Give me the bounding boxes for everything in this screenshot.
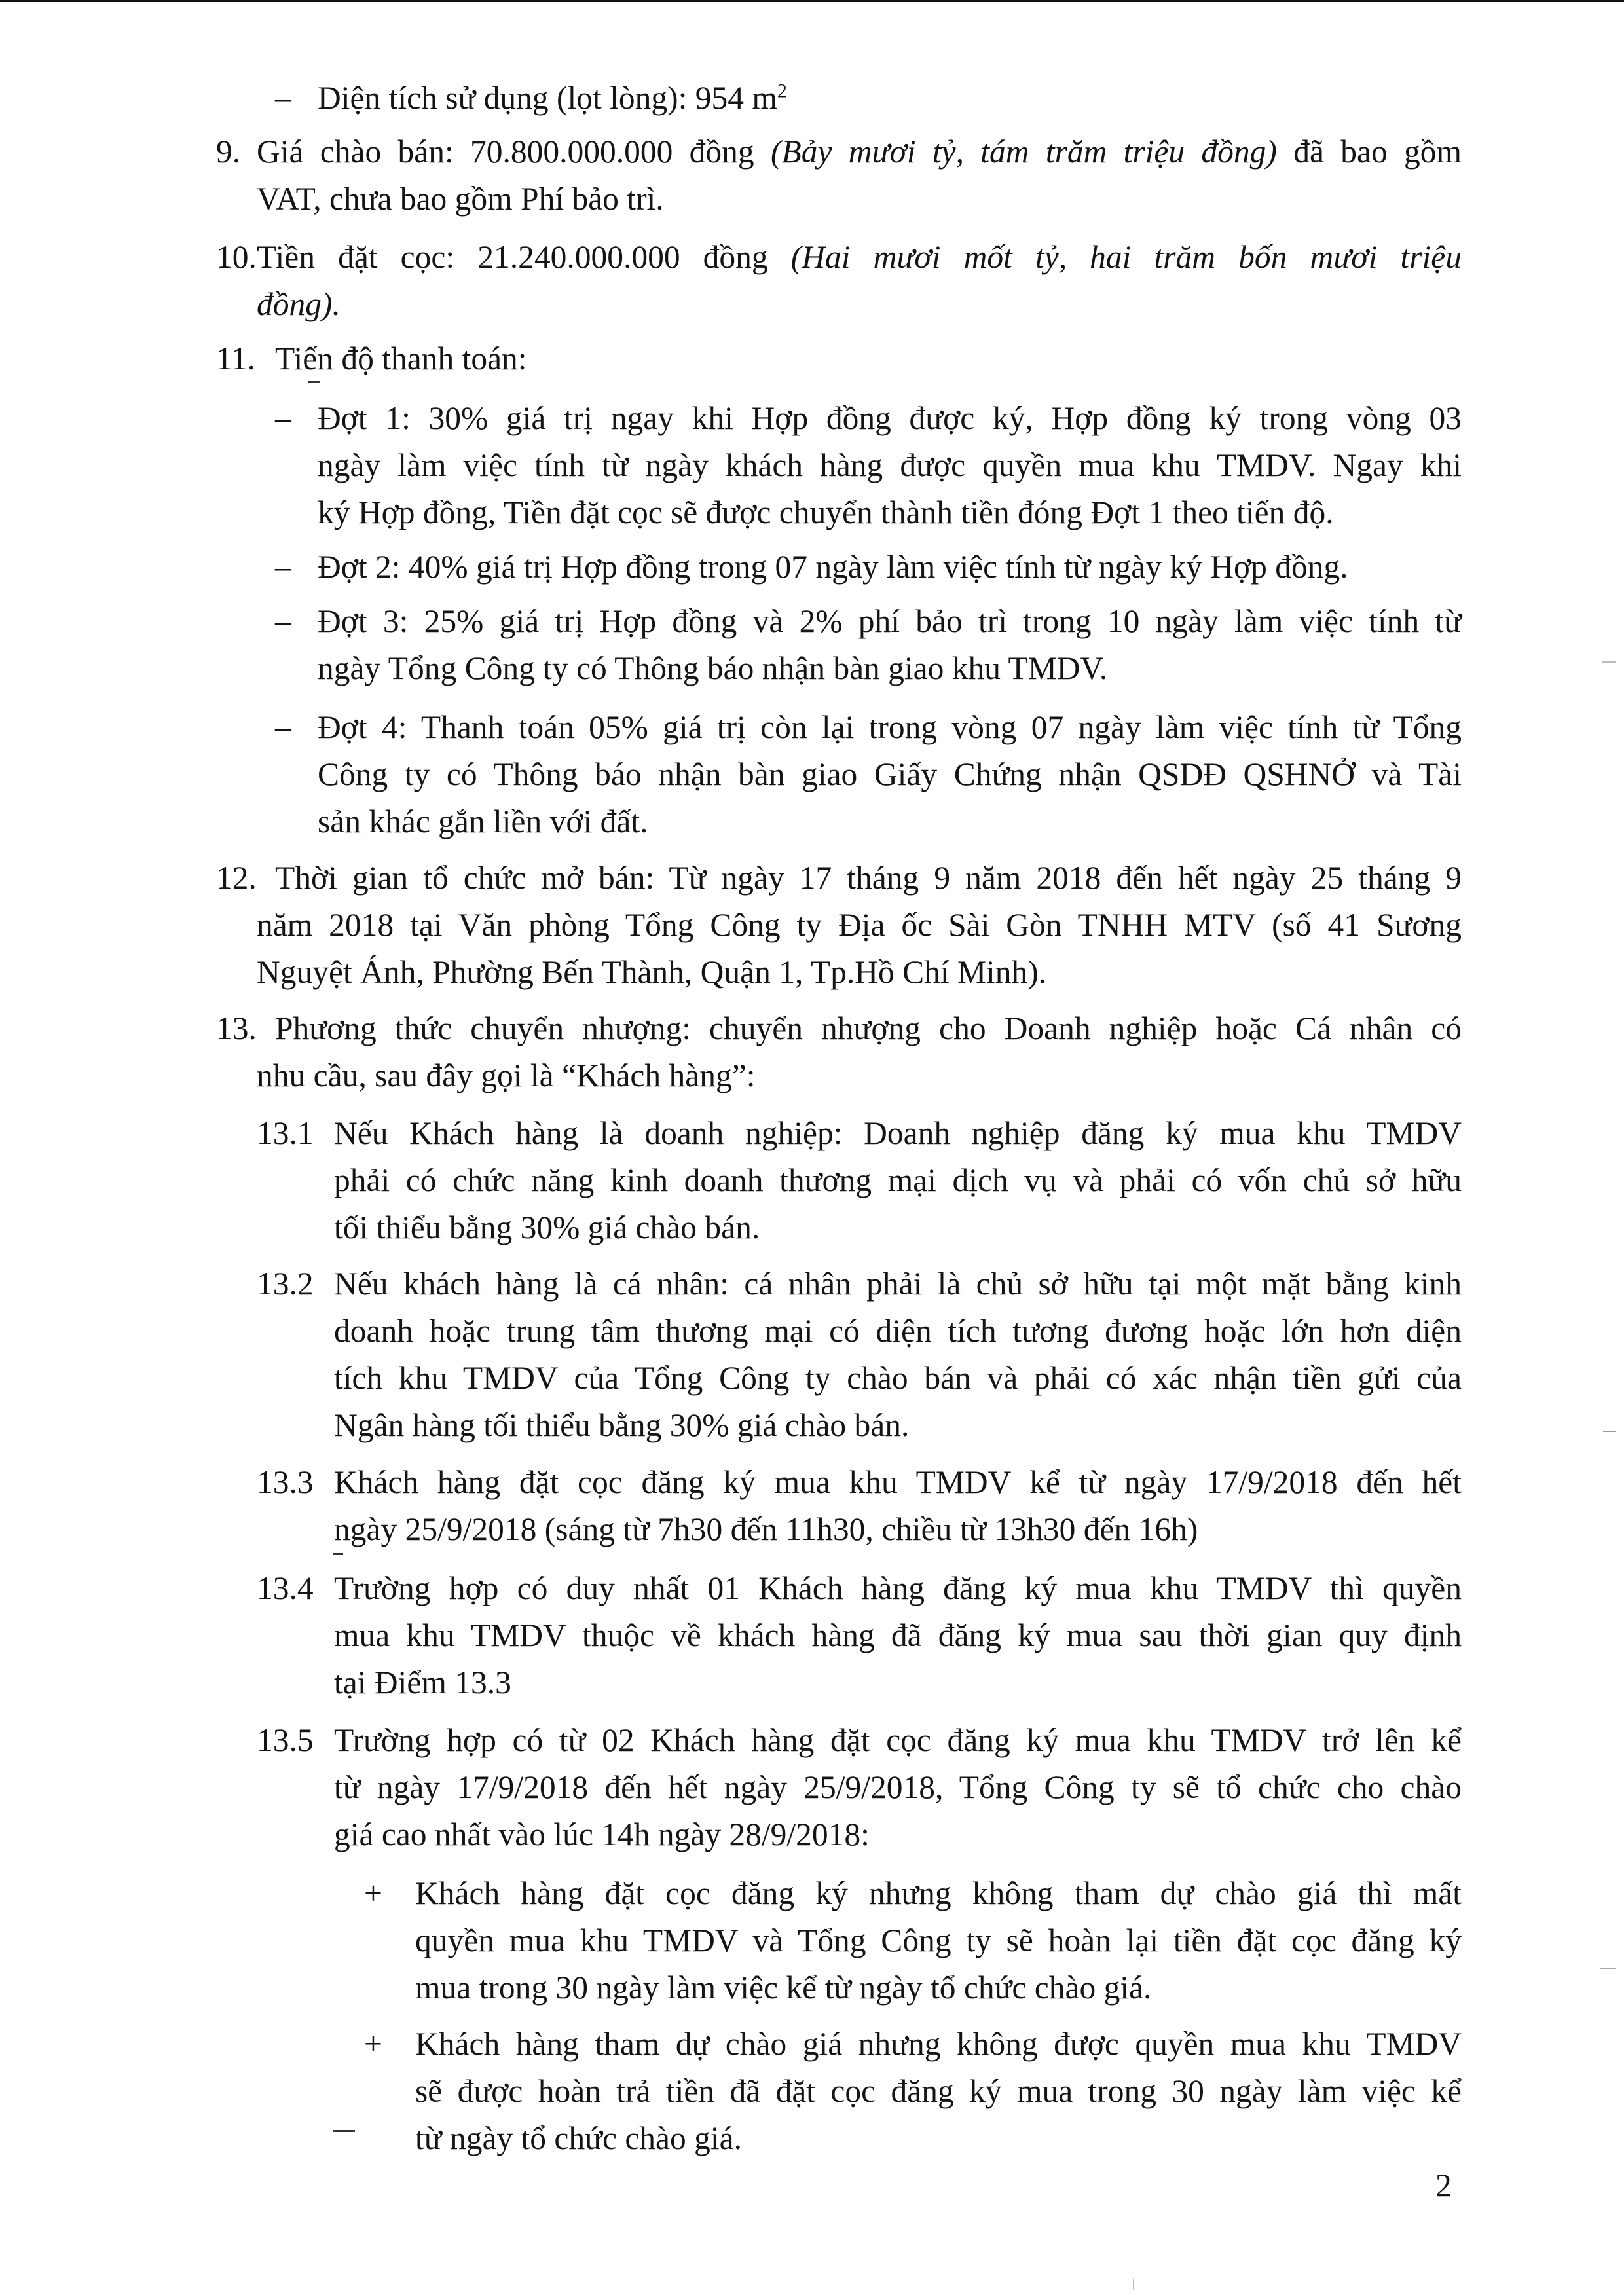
scan-artifact: [1133, 2279, 1134, 2290]
scan-artifact: [1603, 1431, 1616, 1432]
dot-1-line-1: Đợt 1: 30% giá trị ngay khi Hợp đồng được ký, Hợp đồng ký trong vòng 03: [318, 400, 1462, 436]
item-12-line-2: năm 2018 tại Văn phòng Tổng Công ty Địa ốc Sài Gòn TNHH MTV (số 41 Sương: [257, 907, 1462, 943]
item-12-line-1: Thời gian tổ chức mở bán: Từ ngày 17 tháng 9 năm 2018 đến hết ngày 25 tháng 9: [275, 860, 1462, 896]
sub-13-5-line-2: từ ngày 17/9/2018 đến hết ngày 25/9/2018, Tổng Công ty sẽ tổ chức cho chào: [334, 1769, 1462, 1805]
sub-13-2-line-1: Nếu khách hàng là cá nhân: cá nhân phải là chủ sở hữu tại một mặt bằng kinh: [334, 1266, 1462, 1302]
sub-13-3-line-1: Khách hàng đặt cọc đăng ký mua khu TMDV kể từ ngày 17/9/2018 đến hết: [334, 1464, 1462, 1500]
sub-13-2-line-4: Ngân hàng tối thiểu bằng 30% giá chào bán.: [334, 1407, 910, 1443]
dot-1-line-3: ký Hợp đồng, Tiền đặt cọc sẽ được chuyển thành tiền đóng Đợt 1 theo tiến độ.: [318, 494, 1334, 530]
plus-bullet: +: [364, 1875, 382, 1911]
sub-13-2-line-2: doanh hoặc trung tâm thương mại có diện tích tương đương hoặc lớn hơn diện: [334, 1313, 1462, 1349]
pen-mark: [333, 1553, 343, 1555]
dash-bullet: –: [275, 603, 291, 639]
sub-13-5-number: 13.5: [257, 1722, 314, 1758]
sub-13-1-number: 13.1: [257, 1115, 314, 1151]
dash-bullet: –: [275, 80, 291, 116]
item-12-line-3: Nguyệt Ánh, Phường Bến Thành, Quận 1, Tp.Hồ Chí Minh).: [257, 954, 1047, 990]
plus-1-line-2: quyền mua khu TMDV và Tổng Công ty sẽ hoàn lại tiền đặt cọc đăng ký: [415, 1922, 1462, 1958]
area-text: Diện tích sử dụng (lọt lòng): 954 m: [318, 80, 777, 116]
dot-3-line-1: Đợt 3: 25% giá trị Hợp đồng và 2% phí bảo trì trong 10 ngày làm việc tính từ: [318, 603, 1462, 639]
item-10-number: 10.: [216, 239, 257, 275]
sub-13-4-line-1: Trường hợp có duy nhất 01 Khách hàng đăng ký mua khu TMDV thì quyền: [334, 1570, 1462, 1606]
dot-2-line-1: Đợt 2: 40% giá trị Hợp đồng trong 07 ngày làm việc tính từ ngày ký Hợp đồng.: [318, 549, 1348, 585]
item-9-line-1: [257, 128, 1462, 175]
item-10-line-1: [257, 234, 1462, 281]
sub-13-5-line-3: giá cao nhất vào lúc 14h ngày 28/9/2018:: [334, 1816, 870, 1852]
sub-13-1-line-3: tối thiểu bằng 30% giá chào bán.: [334, 1209, 760, 1245]
item-13-line-1: Phương thức chuyển nhượng: chuyển nhượng cho Doanh nghiệp hoặc Cá nhân có: [275, 1010, 1462, 1046]
item-9-text: Giá chào bán: 70.800.000.000 đồng: [257, 134, 771, 170]
sub-13-5-line-1: Trường hợp có từ 02 Khách hàng đặt cọc đăng ký mua khu TMDV trở lên kể: [334, 1722, 1462, 1758]
item-13-number: 13.: [216, 1010, 257, 1046]
sub-13-4-line-2: mua khu TMDV thuộc về khách hàng đã đăng ký mua sau thời gian quy định: [334, 1617, 1462, 1653]
sub-13-2-line-3: tích khu TMDV của Tổng Công ty chào bán và phải có xác nhận tiền gửi của: [334, 1360, 1462, 1396]
item-10-text: Tiền đặt cọc: 21.240.000.000 đồng: [257, 239, 791, 275]
sub-13-4-line-3: tại Điểm 13.3: [334, 1664, 511, 1700]
page-number: 2: [1435, 2167, 1452, 2203]
sub-13-2-number: 13.2: [257, 1266, 314, 1302]
plus-1-line-3: mua trong 30 ngày làm việc kể từ ngày tổ chức chào giá.: [415, 1970, 1152, 2006]
area-line: [318, 75, 787, 122]
dot-4-line-3: sản khác gắn liền với đất.: [318, 803, 648, 839]
item-9-italic: (Bảy mươi tỷ, tám trăm triệu đồng): [770, 134, 1277, 170]
area-unit-superscript: 2: [777, 80, 787, 102]
item-11-number: 11.: [216, 340, 256, 376]
dot-4-line-1: Đợt 4: Thanh toán 05% giá trị còn lại trong vòng 07 ngày làm việc tính từ Tổng: [318, 709, 1462, 745]
dash-bullet: –: [275, 709, 291, 745]
item-10-line-2: đồng).: [257, 286, 341, 322]
scan-artifact: [1602, 661, 1616, 663]
dash-bullet: –: [275, 400, 291, 436]
pen-mark: [308, 381, 320, 383]
scan-artifact: [1600, 1968, 1616, 1969]
dash-bullet: –: [275, 549, 291, 585]
sub-13-3-number: 13.3: [257, 1464, 314, 1500]
pen-mark: [333, 2130, 355, 2132]
plus-2-line-2: sẽ được hoàn trả tiền đã đặt cọc đăng ký mua trong 30 ngày làm việc kể: [415, 2073, 1462, 2109]
sub-13-1-line-2: phải có chức năng kinh doanh thương mại dịch vụ và phải có vốn chủ sở hữu: [334, 1162, 1462, 1198]
item-12-number: 12.: [216, 860, 257, 896]
plus-2-line-1: Khách hàng tham dự chào giá nhưng không được quyền mua khu TMDV: [415, 2026, 1462, 2062]
dot-4-line-2: Công ty có Thông báo nhận bàn giao Giấy Chứng nhận QSDĐ QSHNỞ và Tài: [318, 756, 1462, 792]
item-10-italic: (Hai mươi mốt tỷ, hai trăm bốn mươi triệu: [790, 239, 1462, 275]
dot-1-line-2: ngày làm việc tính từ ngày khách hàng được quyền mua khu TMDV. Ngay khi: [318, 447, 1462, 483]
item-13-line-2: nhu cầu, sau đây gọi là “Khách hàng”:: [257, 1057, 756, 1093]
plus-1-line-1: Khách hàng đặt cọc đăng ký nhưng không tham dự chào giá thì mất: [415, 1875, 1462, 1911]
plus-2-line-3: từ ngày tổ chức chào giá.: [415, 2120, 742, 2156]
dot-3-line-2: ngày Tổng Công ty có Thông báo nhận bàn giao khu TMDV.: [318, 650, 1108, 686]
sub-13-4-number: 13.4: [257, 1570, 314, 1606]
item-11-title: Tiến độ thanh toán:: [275, 340, 527, 376]
sub-13-1-line-1: Nếu Khách hàng là doanh nghiệp: Doanh nghiệp đăng ký mua khu TMDV: [334, 1115, 1462, 1151]
sub-13-3-line-2: ngày 25/9/2018 (sáng từ 7h30 đến 11h30, chiều từ 13h30 đến 16h): [334, 1511, 1198, 1547]
plus-bullet: +: [364, 2026, 382, 2062]
item-9-number: 9.: [216, 134, 241, 170]
item-9-tail: đã bao gồm: [1276, 134, 1462, 170]
item-9-line-2: VAT, chưa bao gồm Phí bảo trì.: [257, 181, 664, 217]
